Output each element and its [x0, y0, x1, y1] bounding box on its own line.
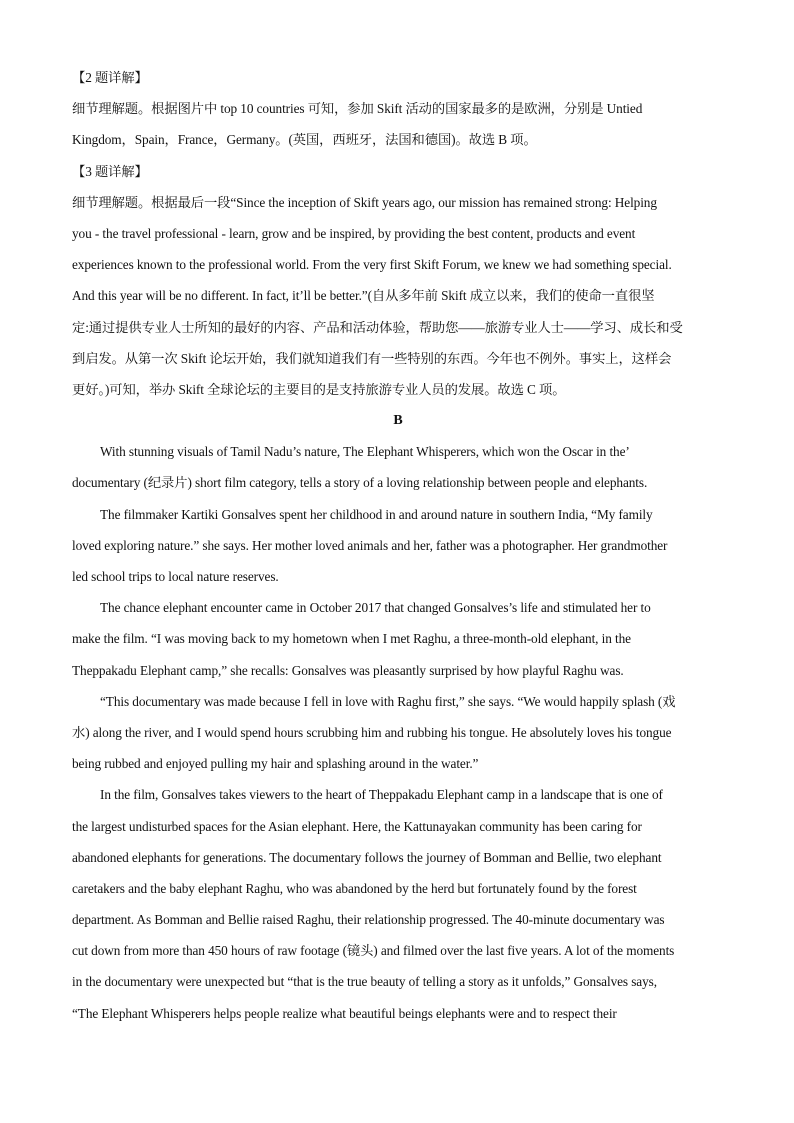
- paragraph-2: [72, 499, 724, 593]
- q3-line-2: you - the travel professional - learn, grow and be inspired, by providing the best content, products and event: [72, 225, 636, 241]
- q3-line-1: 细节理解题。根据最后一段“Since the inception of Skift years ago, our mission has remained strong: Helping: [72, 194, 657, 210]
- paragraph-line: caretakers and the baby elephant Raghu, who was abandoned by the herd but fortunately found by the forest: [72, 880, 637, 896]
- q3-line-7: 更好。)可知，举办 Skift 全球论坛的主要目的是支持旅游专业人员的发展。故选 C 项。: [72, 381, 566, 397]
- paragraph-line: “The Elephant Whisperers helps people realize what beautiful beings elephants were and to respect their: [72, 1005, 617, 1021]
- q3-line-3: experiences known to the professional world. From the very first Skift Forum, we knew we had something special.: [72, 257, 672, 273]
- q2-heading: 【2 题详解】: [72, 70, 148, 85]
- paragraph-line: the largest undisturbed spaces for the Asian elephant. Here, the Kattunayakan community has been caring for: [72, 818, 642, 834]
- paragraph-1: [72, 436, 724, 498]
- paragraph-line: Theppakadu Elephant camp,” she recalls: Gonsalves was pleasantly surprised by how playful Raghu was.: [72, 662, 624, 678]
- paragraph-3: [72, 592, 724, 686]
- q3-heading: 【3 题详解】: [72, 163, 148, 179]
- section-b-title: B: [393, 413, 403, 429]
- paragraph-line: cut down from more than 450 hours of raw footage (镜头) and filmed over the last five years. A lot of the moments: [72, 943, 675, 959]
- paragraph-line: documentary (纪录片) short film category, tells a story of a loving relationship between people and elephants.: [72, 475, 648, 491]
- paragraph-5: [72, 779, 724, 1029]
- paragraph-line: In the film, Gonsalves takes viewers to the heart of Theppakadu Elephant camp in a landscape that is one of: [100, 787, 663, 803]
- paragraph-line: being rubbed and enjoyed pulling my hair and splashing around in the water.”: [72, 756, 479, 772]
- paragraph-4: [72, 686, 724, 780]
- paragraph-line: The filmmaker Kartiki Gonsalves spent her childhood in and around nature in southern India, “My family: [100, 506, 653, 522]
- paragraph-line: 水) along the river, and I would spend hours scrubbing him and rubbing his tongue. He absolutely loves his tongue: [72, 724, 672, 740]
- paragraph-line: With stunning visuals of Tamil Nadu’s nature, The Elephant Whisperers, which won the Oscar in the’: [100, 444, 630, 460]
- q3-line-4: And this year will be no different. In fact, it’ll be better.”(自从多年前 Skift 成立以来，我们的使命一直很坚: [72, 288, 655, 304]
- paragraph-line: department. As Bomman and Bellie raised Raghu, their relationship progressed. The 40-minute documentary was: [72, 912, 665, 928]
- paragraph-line: led school trips to local nature reserves.: [72, 569, 279, 584]
- paragraph-line: loved exploring nature.” she says. Her mother loved animals and her, father was a photographer. Her grandmother: [72, 537, 668, 553]
- q3-line-6: 到启发。从第一次 Skift 论坛开始，我们就知道我们有一些特别的东西。今年也不例外。事实上，这样会: [72, 350, 672, 366]
- q3-line-5: 定:通过提供专业人士所知的最好的内容、产品和活动体验，帮助您——旅游专业人士——学习、成长和受: [72, 319, 683, 335]
- document-page: [72, 62, 724, 1029]
- paragraph-line: in the documentary were unexpected but “that is the true beauty of telling a story as it unfolds,” Gonsalves says,: [72, 974, 657, 990]
- paragraph-line: “This documentary was made because I fell in love with Raghu first,” she says. “We would happily splash (戏: [100, 693, 676, 709]
- q2-line-1: 细节理解题。根据图片中 top 10 countries 可知，参加 Skift 活动的国家最多的是欧洲，分别是 Untied: [72, 101, 643, 117]
- q2-line-2: Kingdom，Spain，France，Germany。(英国，西班牙，法国和德国)。故选 B 项。: [72, 132, 537, 148]
- paragraph-line: abandoned elephants for generations. The documentary follows the journey of Bomman and Bellie, two elephant: [72, 849, 662, 865]
- paragraph-line: The chance elephant encounter came in October 2017 that changed Gonsalves’s life and stimulated her to: [100, 600, 651, 616]
- paragraph-line: make the film. “I was moving back to my hometown when I met Raghu, a three-month-old elephant, in the: [72, 631, 631, 647]
